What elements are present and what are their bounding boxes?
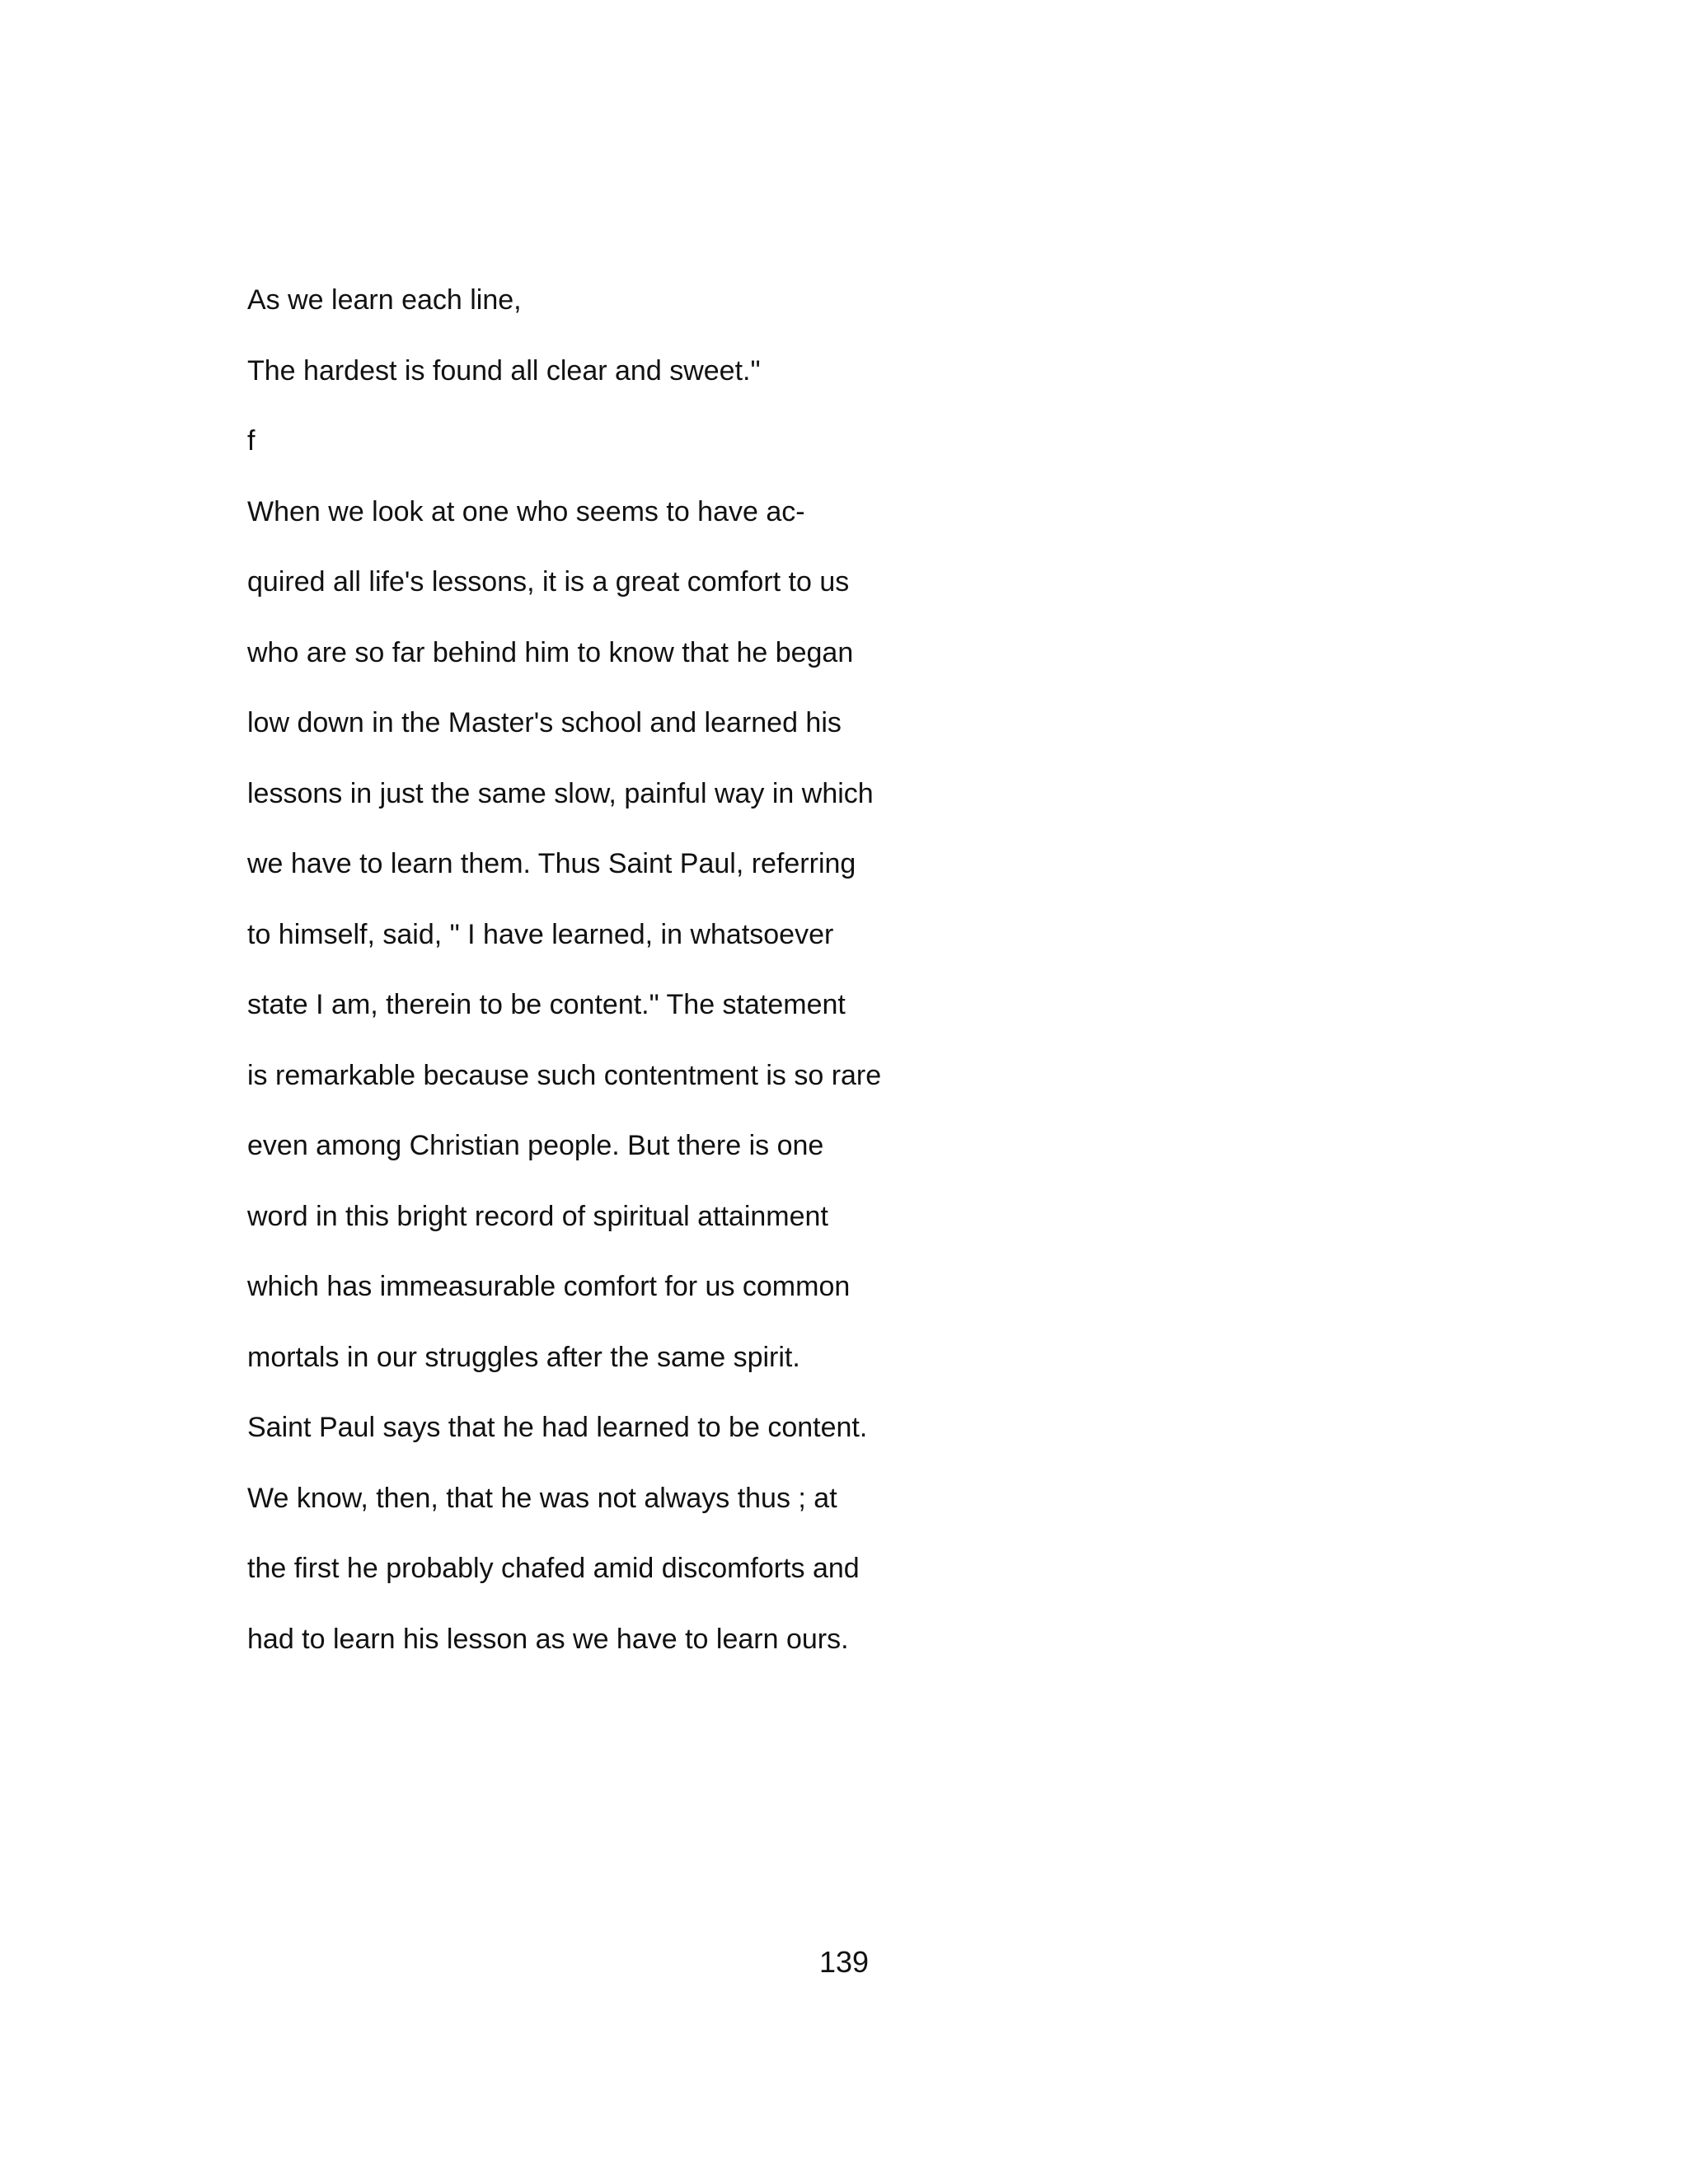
text-line: f xyxy=(247,425,256,457)
text-line: word in this bright record of spiritual attainment xyxy=(247,1200,828,1232)
text-line: we have to learn them. Thus Saint Paul, referring xyxy=(247,848,856,879)
text-line: low down in the Master's school and learned his xyxy=(247,707,842,738)
text-line: even among Christian people. But there is one xyxy=(247,1130,824,1161)
text-line: The hardest is found all clear and sweet." xyxy=(247,354,761,387)
page-number: 139 xyxy=(818,1945,870,1979)
body-text xyxy=(247,265,1484,1675)
text-line: We know, then, that he was not always thus ; at xyxy=(247,1482,837,1514)
text-line: the first he probably chafed amid discomforts and xyxy=(247,1553,860,1584)
text-line: to himself, said, " I have learned, in whatsoever xyxy=(247,918,834,950)
text-line: lessons in just the same slow, painful way in which xyxy=(247,777,874,809)
text-line: As we learn each line, xyxy=(247,284,522,316)
text-line: state I am, therein to be content." The statement xyxy=(247,989,846,1020)
text-line: which has immeasurable comfort for us common xyxy=(247,1271,851,1302)
text-line: Saint Paul says that he had learned to be content. xyxy=(247,1412,868,1443)
text-line: quired all life's lessons, it is a great comfort to us xyxy=(247,566,850,598)
text-line: is remarkable because such contentment is so rare xyxy=(247,1059,882,1091)
text-line: mortals in our struggles after the same spirit. xyxy=(247,1341,800,1373)
text-line: who are so far behind him to know that he began xyxy=(247,636,854,668)
text-line: had to learn his lesson as we have to learn ours. xyxy=(247,1623,849,1655)
text-line: When we look at one who seems to have ac- xyxy=(247,495,805,527)
